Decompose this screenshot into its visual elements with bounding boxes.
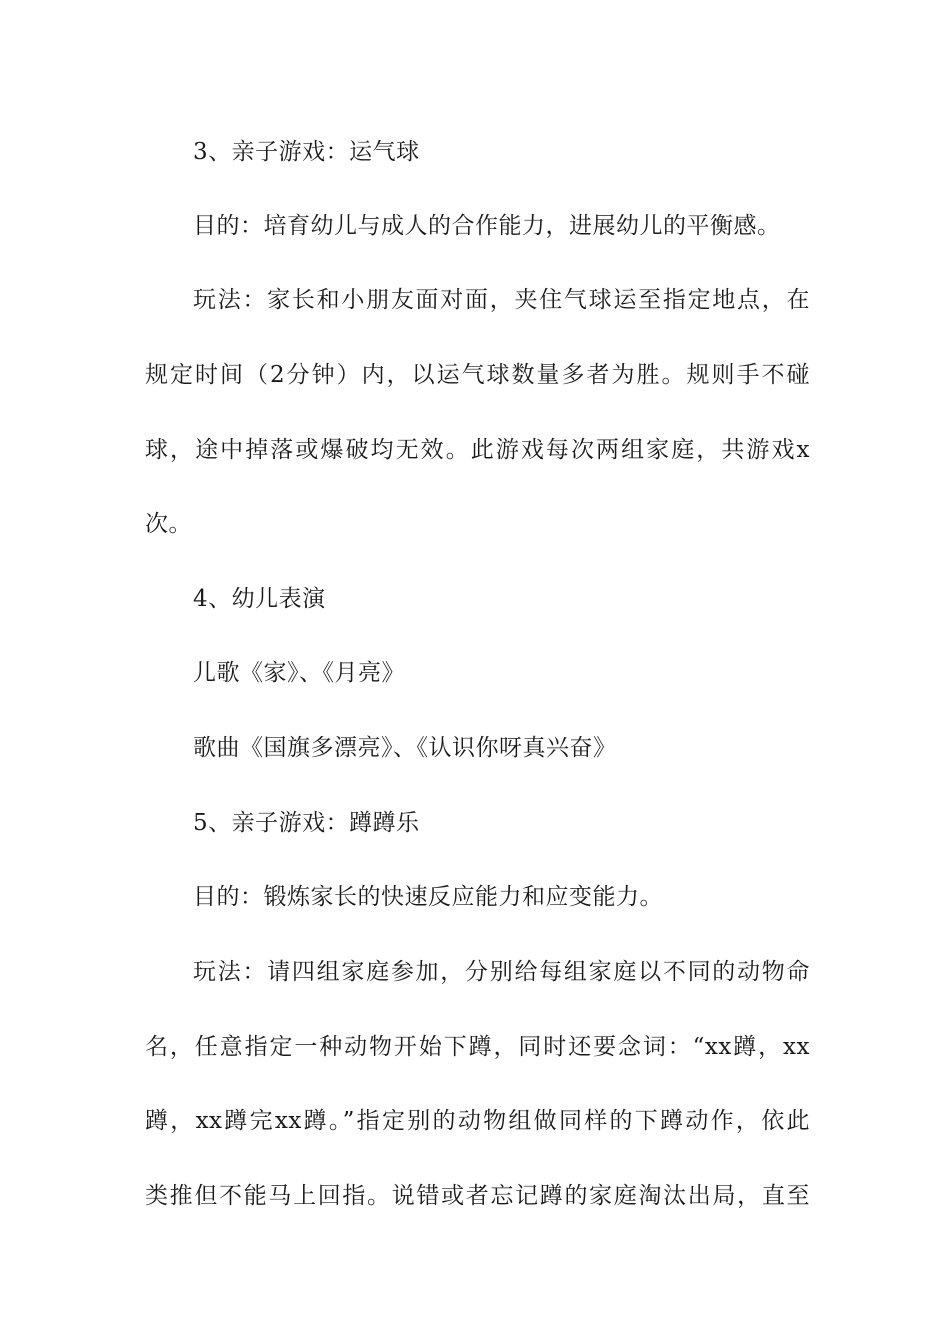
- paragraph-rules-2-line-1: 玩法：请四组家庭参加，分别给每组家庭以不同的动物命: [193, 959, 810, 985]
- heading-game-5: 5、亲子游戏：蹲蹲乐: [193, 810, 420, 836]
- paragraph-purpose-2: 目的：锻炼家长的快速反应能力和应变能力。: [193, 884, 663, 910]
- heading-performance-4: 4、幼儿表演: [193, 586, 326, 612]
- paragraph-rules-2-line-4: 类推但不能马上回指。说错或者忘记蹲的家庭淘汰出局，直至: [145, 1183, 810, 1209]
- paragraph-rules-2-line-2: 名，任意指定一种动物开始下蹲，同时还要念词：“xx蹲，xx: [145, 1034, 810, 1060]
- paragraph-rules-2-line-3: 蹲，xx蹲完xx蹲。”指定别的动物组做同样的下蹲动作，依此: [145, 1108, 810, 1134]
- paragraph-rules-1-line-4: 次。: [145, 511, 192, 537]
- paragraph-rules-1-line-1: 玩法：家长和小朋友面对面，夹住气球运至指定地点，在: [193, 287, 810, 313]
- paragraph-rules-1-line-2: 规定时间（2分钟）内，以运气球数量多者为胜。规则手不碰: [145, 362, 810, 388]
- list-item-nursery-rhymes: 儿歌《家》、《月亮》: [193, 660, 405, 686]
- paragraph-rules-1-line-3: 球，途中掉落或爆破均无效。此游戏每次两组家庭，共游戏x: [145, 437, 810, 463]
- list-item-songs: 歌曲《国旗多漂亮》、《认识你呀真兴奋》: [193, 735, 617, 761]
- heading-game-3: 3、亲子游戏：运气球: [193, 139, 420, 165]
- paragraph-purpose-1: 目的：培育幼儿与成人的合作能力，进展幼儿的平衡感。: [193, 213, 781, 239]
